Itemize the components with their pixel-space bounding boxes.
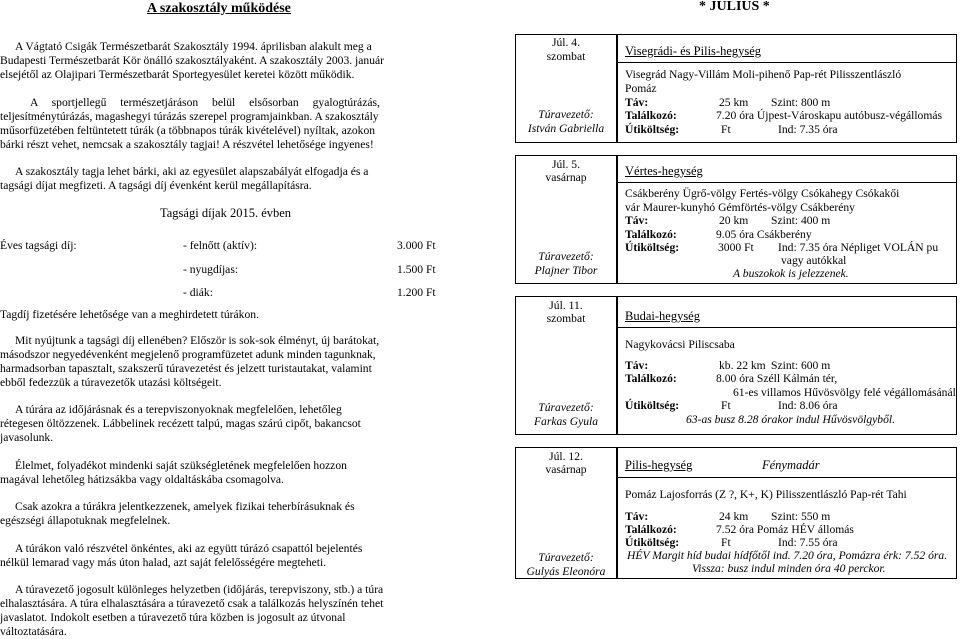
tour-note: Vissza: busz indul minden óra 40 perckor.: [692, 562, 886, 575]
meeting-value: 9.05 óra Csákberény: [716, 228, 812, 241]
guide-label: Túravezető:: [538, 108, 594, 121]
cost-value: Ft: [721, 536, 731, 549]
photographer: Fénymadár: [762, 458, 820, 472]
guide-name: Farkas Gyula: [533, 415, 599, 428]
tour-day: szombat: [546, 312, 586, 325]
fee-note: Tagdíj fizetésére lehetősége van a meghirdetett túrákon.: [0, 308, 259, 321]
elevation: Szint: 550 m: [771, 510, 831, 523]
clothing-line: rétegesen öltözzenek. Lábbelinek recézett talpú, magas szárú cipőt, bakancsot: [0, 417, 361, 430]
fees-title: Tagsági díjak 2015. évben: [160, 206, 292, 220]
clothing-line: javasolunk.: [0, 431, 54, 444]
tour-note: 63-as busz 8.28 órakor indul Hűvösvölgyből.: [686, 413, 895, 426]
tour-day: vasárnap: [545, 171, 587, 184]
tour-route: Nagykovácsi Piliscsaba: [625, 338, 735, 351]
meeting-value-2: 61-es villamos Hűvösvölgy felé végállomásánál: [733, 386, 956, 399]
tour-route: Pomáz Lajosforrás (Z ?, K+, K) Pilisszentlászló Pap-rét Tahi: [625, 488, 907, 501]
fitness-line: Csak azokra a túrákra jelentkezzenek, amelyek fizikai teherbírásuknak és: [15, 500, 355, 513]
fees-label: Éves tagsági díj:: [0, 239, 77, 252]
meeting-label: Találkozó:: [625, 372, 677, 385]
guide-name: Gulyás Eleonóra: [526, 565, 606, 578]
cost-label: Útiköltség:: [625, 536, 680, 549]
guide-label: Túravezető:: [538, 401, 594, 414]
distance-value: 20 km: [719, 214, 749, 227]
distance-value: 24 km: [719, 510, 749, 523]
guide-label: Túravezető:: [538, 250, 594, 263]
tour-route: vár Maurer-kunyhó Gémförtés-völgy Csákberény: [625, 201, 855, 214]
tour-day: szombat: [546, 50, 586, 63]
guide-rights-line: változtatására.: [0, 625, 67, 638]
fee-amount: 3.000 Ft: [397, 239, 436, 252]
fitness-line: egészségi állapotuknak megfelelnek.: [0, 514, 171, 527]
activity-line: teljesítménytúrázás, magashegyi túrázás szerepel programjainkban. A szakosztály: [0, 110, 379, 123]
meeting-value: 7.20 óra Újpest-Városkapu autóbusz-végállomás: [716, 109, 943, 122]
fee-amount: 1.500 Ft: [397, 263, 436, 276]
guide-rights-line: javaslatot. Indokolt esetben a túravezető túra közben is jogosult az útvonal: [0, 611, 346, 624]
distance-value: kb. 22 km: [719, 359, 766, 372]
fee-name: - diák:: [183, 286, 213, 299]
distance-value: 25 km: [719, 96, 749, 109]
meeting-value: 8.00 óra Széll Kálmán tér,: [716, 372, 838, 385]
departure: Ind: 7.35 óra Népliget VOLÁN pu: [778, 241, 939, 254]
food-line: Élelmet, folyadékot mindenki saját szükségletének megfelelően hozzon: [15, 459, 347, 472]
tour-day: vasárnap: [545, 463, 587, 476]
tour-note: HÉV Margit híd budai hídfőtől ind. 7.20 óra, Pomázra érk: 7.52 óra.: [627, 549, 948, 562]
clothing-line: A túrára az időjárásnak és a terepviszonyoknak megfelelően, lehetőleg: [15, 403, 342, 416]
cost-label: Útiköltség:: [625, 241, 680, 254]
distance-label: Táv:: [625, 510, 649, 523]
cost-label: Útiköltség:: [625, 399, 680, 412]
tour-title: Visegrádi- és Pilis-hegység: [625, 44, 762, 58]
distance-label: Táv:: [625, 96, 649, 109]
guide-label: Túravezető:: [538, 551, 594, 564]
month-title: * JÚLIUS *: [699, 0, 770, 14]
distance-label: Táv:: [625, 214, 649, 227]
tour-note: A buszokok is jelezzenek.: [733, 267, 849, 280]
distance-label: Táv:: [625, 359, 649, 372]
benefit-line: ebből fedezzük a túravezetők utazási költségeit.: [0, 376, 222, 389]
voluntary-line: A túrákon való részvétel önkéntes, aki az együtt túrázó csapattól bejelentés: [15, 542, 363, 555]
membership-line: tagsági díjat megfizeti. A tagsági díj évenként kerül megállapításra.: [0, 179, 312, 192]
tour-title: Pilis-hegység: [625, 458, 693, 472]
voluntary-line: nélkül lemarad vagy más úton halad, azt saját felelősségére megteheti.: [0, 556, 327, 569]
divider: [616, 477, 956, 478]
divider: [616, 62, 956, 63]
intro-line: elsejétől az Olajipari Természetbarát Sportegyesület keretei között működik.: [0, 68, 355, 81]
tour-date: Júl. 12.: [549, 450, 583, 463]
fee-amount: 1.200 Ft: [397, 286, 436, 299]
intro-line: A Vágtató Csigák Természetbarát Szakosztály 1994. áprilisban alakult meg a: [15, 40, 372, 53]
elevation: Szint: 600 m: [771, 359, 831, 372]
tour-route: Csákberény Ügrő-völgy Fertés-völgy Csókahegy Csókakői: [625, 187, 900, 200]
benefit-line: harmadsorban tapasztalt, szakszerű túravezetést és jelzett turistautakat, valamint: [0, 362, 372, 375]
tour-date: Júl. 11.: [549, 299, 583, 312]
guide-rights-line: A túravezető jogosult különleges helyzetben (időjárás, terepviszony, stb.) a túra: [15, 583, 384, 596]
tour-title: Budai-hegység: [625, 309, 700, 323]
activity-line: műsorfüzetében feltüntetett túrák (a többnapos túrák kivételével) nyíltak, azokon: [0, 124, 376, 137]
tour-date: Júl. 4.: [551, 36, 581, 49]
guide-name: István Gabriella: [527, 122, 605, 135]
elevation: Szint: 800 m: [771, 96, 831, 109]
guide-rights-line: elhalasztására. A túra elhalasztására a túravezető csak a találkozás helyszínén tehet: [0, 597, 384, 610]
departure: Ind: 7.55 óra: [778, 536, 838, 549]
cost-value: 3000 Ft: [718, 241, 754, 254]
benefit-line: másodszor negyedévenként megjelenő programfüzetet adunk minden tagunknak,: [0, 348, 376, 361]
meeting-value: 7.52 óra Pomáz HÉV állomás: [716, 523, 854, 536]
membership-line: A szakosztály tagja lehet bárki, aki az egyesület alapszabályát elfogadja és a: [15, 165, 369, 178]
activity-line: A sportjellegű természetjáráson belül elsősorban gyalogtúrázás,: [30, 96, 380, 109]
food-line: magával lehetőleg hátizsákba vagy oldaltáskába csomagolva.: [0, 473, 284, 486]
tour-title: Vértes-hegység: [625, 164, 703, 178]
benefit-line: Mit nyújtunk a tagsági díj ellenében? Először is sok-sok élményt, új barátokat,: [15, 334, 380, 347]
meeting-label: Találkozó:: [625, 523, 677, 536]
tour-route: Visegrád Nagy-Villám Moli-pihenő Pap-rét Pilisszentlászló: [625, 68, 902, 81]
meeting-label: Találkozó:: [625, 109, 677, 122]
divider: [616, 182, 956, 183]
fee-name: - nyugdíjas:: [183, 263, 239, 276]
tour-date: Júl. 5.: [551, 158, 581, 171]
divider: [616, 327, 956, 328]
cost-value: Ft: [721, 399, 731, 412]
departure: Ind: 7.35 óra: [778, 123, 838, 136]
section-title: A szakosztály működése: [147, 1, 291, 16]
guide-name: Plajner Tibor: [534, 264, 598, 277]
tour-route: Pomáz: [625, 82, 657, 95]
cost-label: Útiköltség:: [625, 123, 680, 136]
meeting-label: Találkozó:: [625, 228, 677, 241]
cost-value: Ft: [721, 123, 731, 136]
fee-name: - felnőtt (aktív):: [183, 239, 258, 252]
activity-line: bárki részt vehet, nemcsak a szakosztály tagjai! A részvétel lehetősége ingyenes!: [0, 138, 374, 151]
departure: Ind: 8.06 óra: [778, 399, 838, 412]
intro-line: Budapesti Természetbarát Kör önálló szakosztályaként. A szakosztály 2003. január: [0, 54, 385, 67]
tour-note: vagy autókkal: [781, 254, 847, 267]
elevation: Szint: 400 m: [771, 214, 831, 227]
